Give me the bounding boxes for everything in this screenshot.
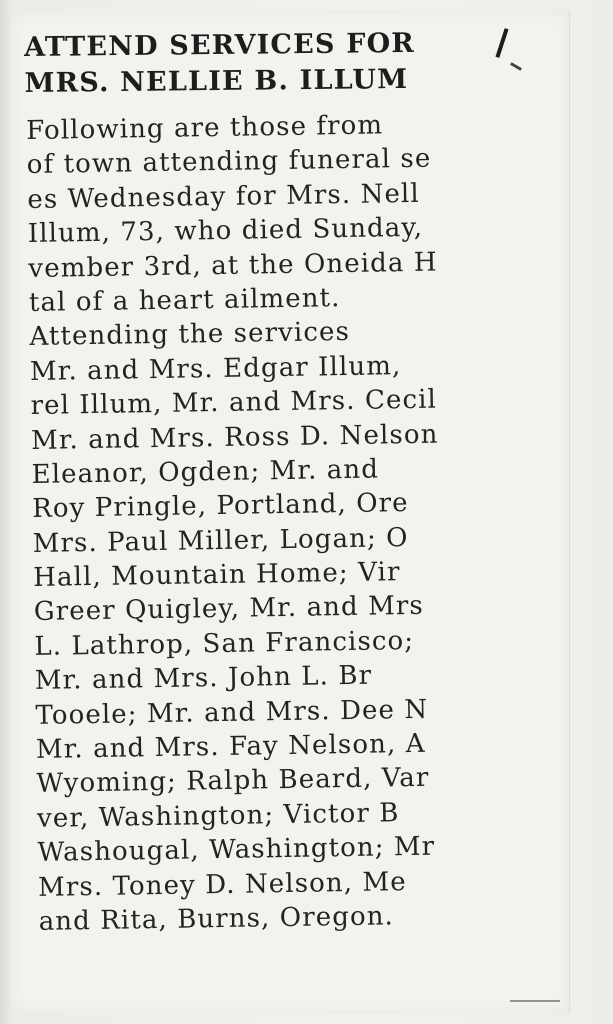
body-line: Tooele; Mr. and Mrs. Dee N [35, 694, 429, 731]
body-line: Mrs. Toney D. Nelson, Me [37, 866, 407, 903]
body-line: L. Lathrop, San Francisco; [34, 625, 415, 662]
body-line: of town attending funeral se [26, 144, 432, 181]
article-headline [24, 24, 565, 102]
body-line: Mr. and Mrs. Edgar Illum, [29, 350, 402, 387]
article-body [26, 105, 570, 939]
body-line: ver, Washington; Victor B [36, 798, 400, 834]
body-line: Washougal, Washington; Mr [37, 831, 436, 869]
clipping-right-edge [569, 10, 570, 1014]
clipping-edge-mark [510, 1000, 560, 1002]
body-line: es Wednesday for Mrs. Nell [27, 178, 421, 215]
body-line: Greer Quigley, Mr. and Mrs [33, 591, 425, 628]
body-line: vember 3rd, at the Oneida H [28, 247, 438, 284]
body-line: Hall, Mountain Home; Vir [33, 557, 401, 594]
body-line: rel Illum, Mr. and Mrs. Cecil [30, 384, 438, 422]
headline-line: ATTEND SERVICES FOR [24, 27, 416, 63]
body-line: and Rita, Burns, Oregon. [38, 901, 395, 937]
body-line: Wyoming; Ralph Beard, Var [36, 763, 430, 800]
body-line: Following are those from [26, 110, 384, 146]
body-line: Eleanor, Ogden; Mr. and [31, 454, 380, 490]
body-line: Attending the services [29, 317, 351, 353]
body-line: Mr. and Mrs. John L. Br [34, 660, 373, 697]
body-line: Mr. and Mrs. Ross D. Nelson [30, 419, 439, 456]
body-line: Mrs. Paul Miller, Logan; O [32, 522, 409, 559]
body-line: tal of a heart ailment. [28, 283, 341, 318]
headline-line: MRS. NELLIE B. ILLUM [24, 63, 409, 99]
newspaper-clipping [10, 10, 570, 1014]
body-line: Roy Pringle, Portland, Ore [31, 488, 409, 525]
body-line: Illum, 73, who died Sunday, [27, 212, 424, 250]
body-line: Mr. and Mrs. Fay Nelson, A [35, 728, 426, 765]
